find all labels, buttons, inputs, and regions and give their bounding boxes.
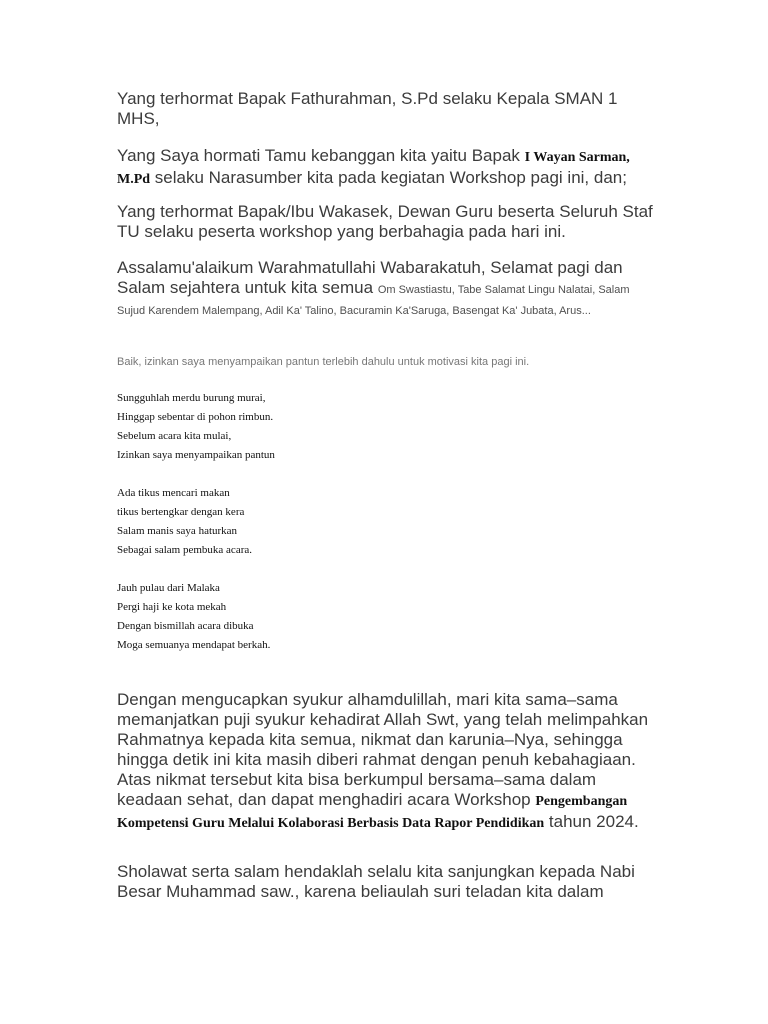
salam-pembuka-text: Assalamu'alaikum Warahmatullahi Wabarakatuh, Selamat pagi dan Salam sejahtera untuk kita semua xyxy=(117,258,623,297)
pantun-intro: Baik, izinkan saya menyampaikan pantun terlebih dahulu untuk motivasi kita pagi ini. xyxy=(117,356,530,368)
ucapan-syukur xyxy=(117,690,662,834)
pantun-line: Sebagai salam pembuka acara. xyxy=(117,544,252,556)
pantun-line: Moga semuanya mendapat berkah. xyxy=(117,639,271,651)
pantun-line: Ada tikus mencari makan xyxy=(117,487,230,499)
pantun-line: Hinggap sebentar di pohon rimbun. xyxy=(117,411,274,423)
pantun-line: Sebelum acara kita mulai, xyxy=(117,430,232,442)
pantun-stanza-3 xyxy=(117,579,270,655)
pantun-line: tikus bertengkar dengan kera xyxy=(117,506,245,518)
greeting-kepala-sekolah: Yang terhormat Bapak Fathurahman, S.Pd selaku Kepala SMAN 1 MHS, xyxy=(117,89,618,128)
pantun-stanza-1 xyxy=(117,389,275,465)
pantun-stanza-2 xyxy=(117,484,252,560)
pantun-line: Izinkan saya menyampaikan pantun xyxy=(117,449,275,461)
salam-lintas-agama: Om Swastiastu, Tabe Salamat Lingu Nalatai, Salam Sujud Karendem Malempang, Adil Ka' Talino, Bacuramin Ka'Saruga, Basengat Ka' Jubata, Arus... xyxy=(117,284,630,317)
salam-pembuka xyxy=(117,258,657,320)
pantun-line: Pergi haji ke kota mekah xyxy=(117,601,227,613)
ucapan-syukur-text-b: tahun 2024. xyxy=(544,812,639,831)
greeting-narasumber-text-b: selaku Narasumber kita pada kegiatan Workshop pagi ini, dan; xyxy=(150,168,627,187)
greeting-narasumber xyxy=(117,146,657,190)
pantun-line: Salam manis saya haturkan xyxy=(117,525,238,537)
workshop-title: Pengembangan Kompetensi Guru Melalui Kolaborasi Berbasis Data Rapor Pendidikan xyxy=(117,794,628,831)
pantun-line: Sungguhlah merdu burung murai, xyxy=(117,392,266,404)
sholawat: Sholawat serta salam hendaklah selalu kita sanjungkan kepada Nabi Besar Muhammad saw., karena beliaulah suri teladan kita dalam xyxy=(117,862,635,901)
greeting-wakasek-guru: Yang terhormat Bapak/Ibu Wakasek, Dewan Guru beserta Seluruh Staf TU selaku peserta workshop yang berbahagia pada hari ini. xyxy=(117,202,653,241)
greeting-narasumber-text-a: Yang Saya hormati Tamu kebanggan kita yaitu Bapak xyxy=(117,146,525,165)
narasumber-name: I Wayan Sarman, M.Pd xyxy=(117,150,630,187)
pantun-line: Jauh pulau dari Malaka xyxy=(117,582,220,594)
pantun-line: Dengan bismillah acara dibuka xyxy=(117,620,254,632)
ucapan-syukur-text-a: Dengan mengucapkan syukur alhamdulillah, mari kita sama–sama memanjatkan puji syukur kehadirat Allah Swt, yang telah melimpahkan Rahmatnya kepada kita semua, nikmat dan karunia–Nya, sehingga hingga detik ini kita masih diberi rahmat dengan penuh kebahagiaan. Atas nikmat tersebut kita bisa berkumpul bersama–sama dalam keadaan sehat, dan dapat menghadiri acara Workshop xyxy=(117,690,649,809)
